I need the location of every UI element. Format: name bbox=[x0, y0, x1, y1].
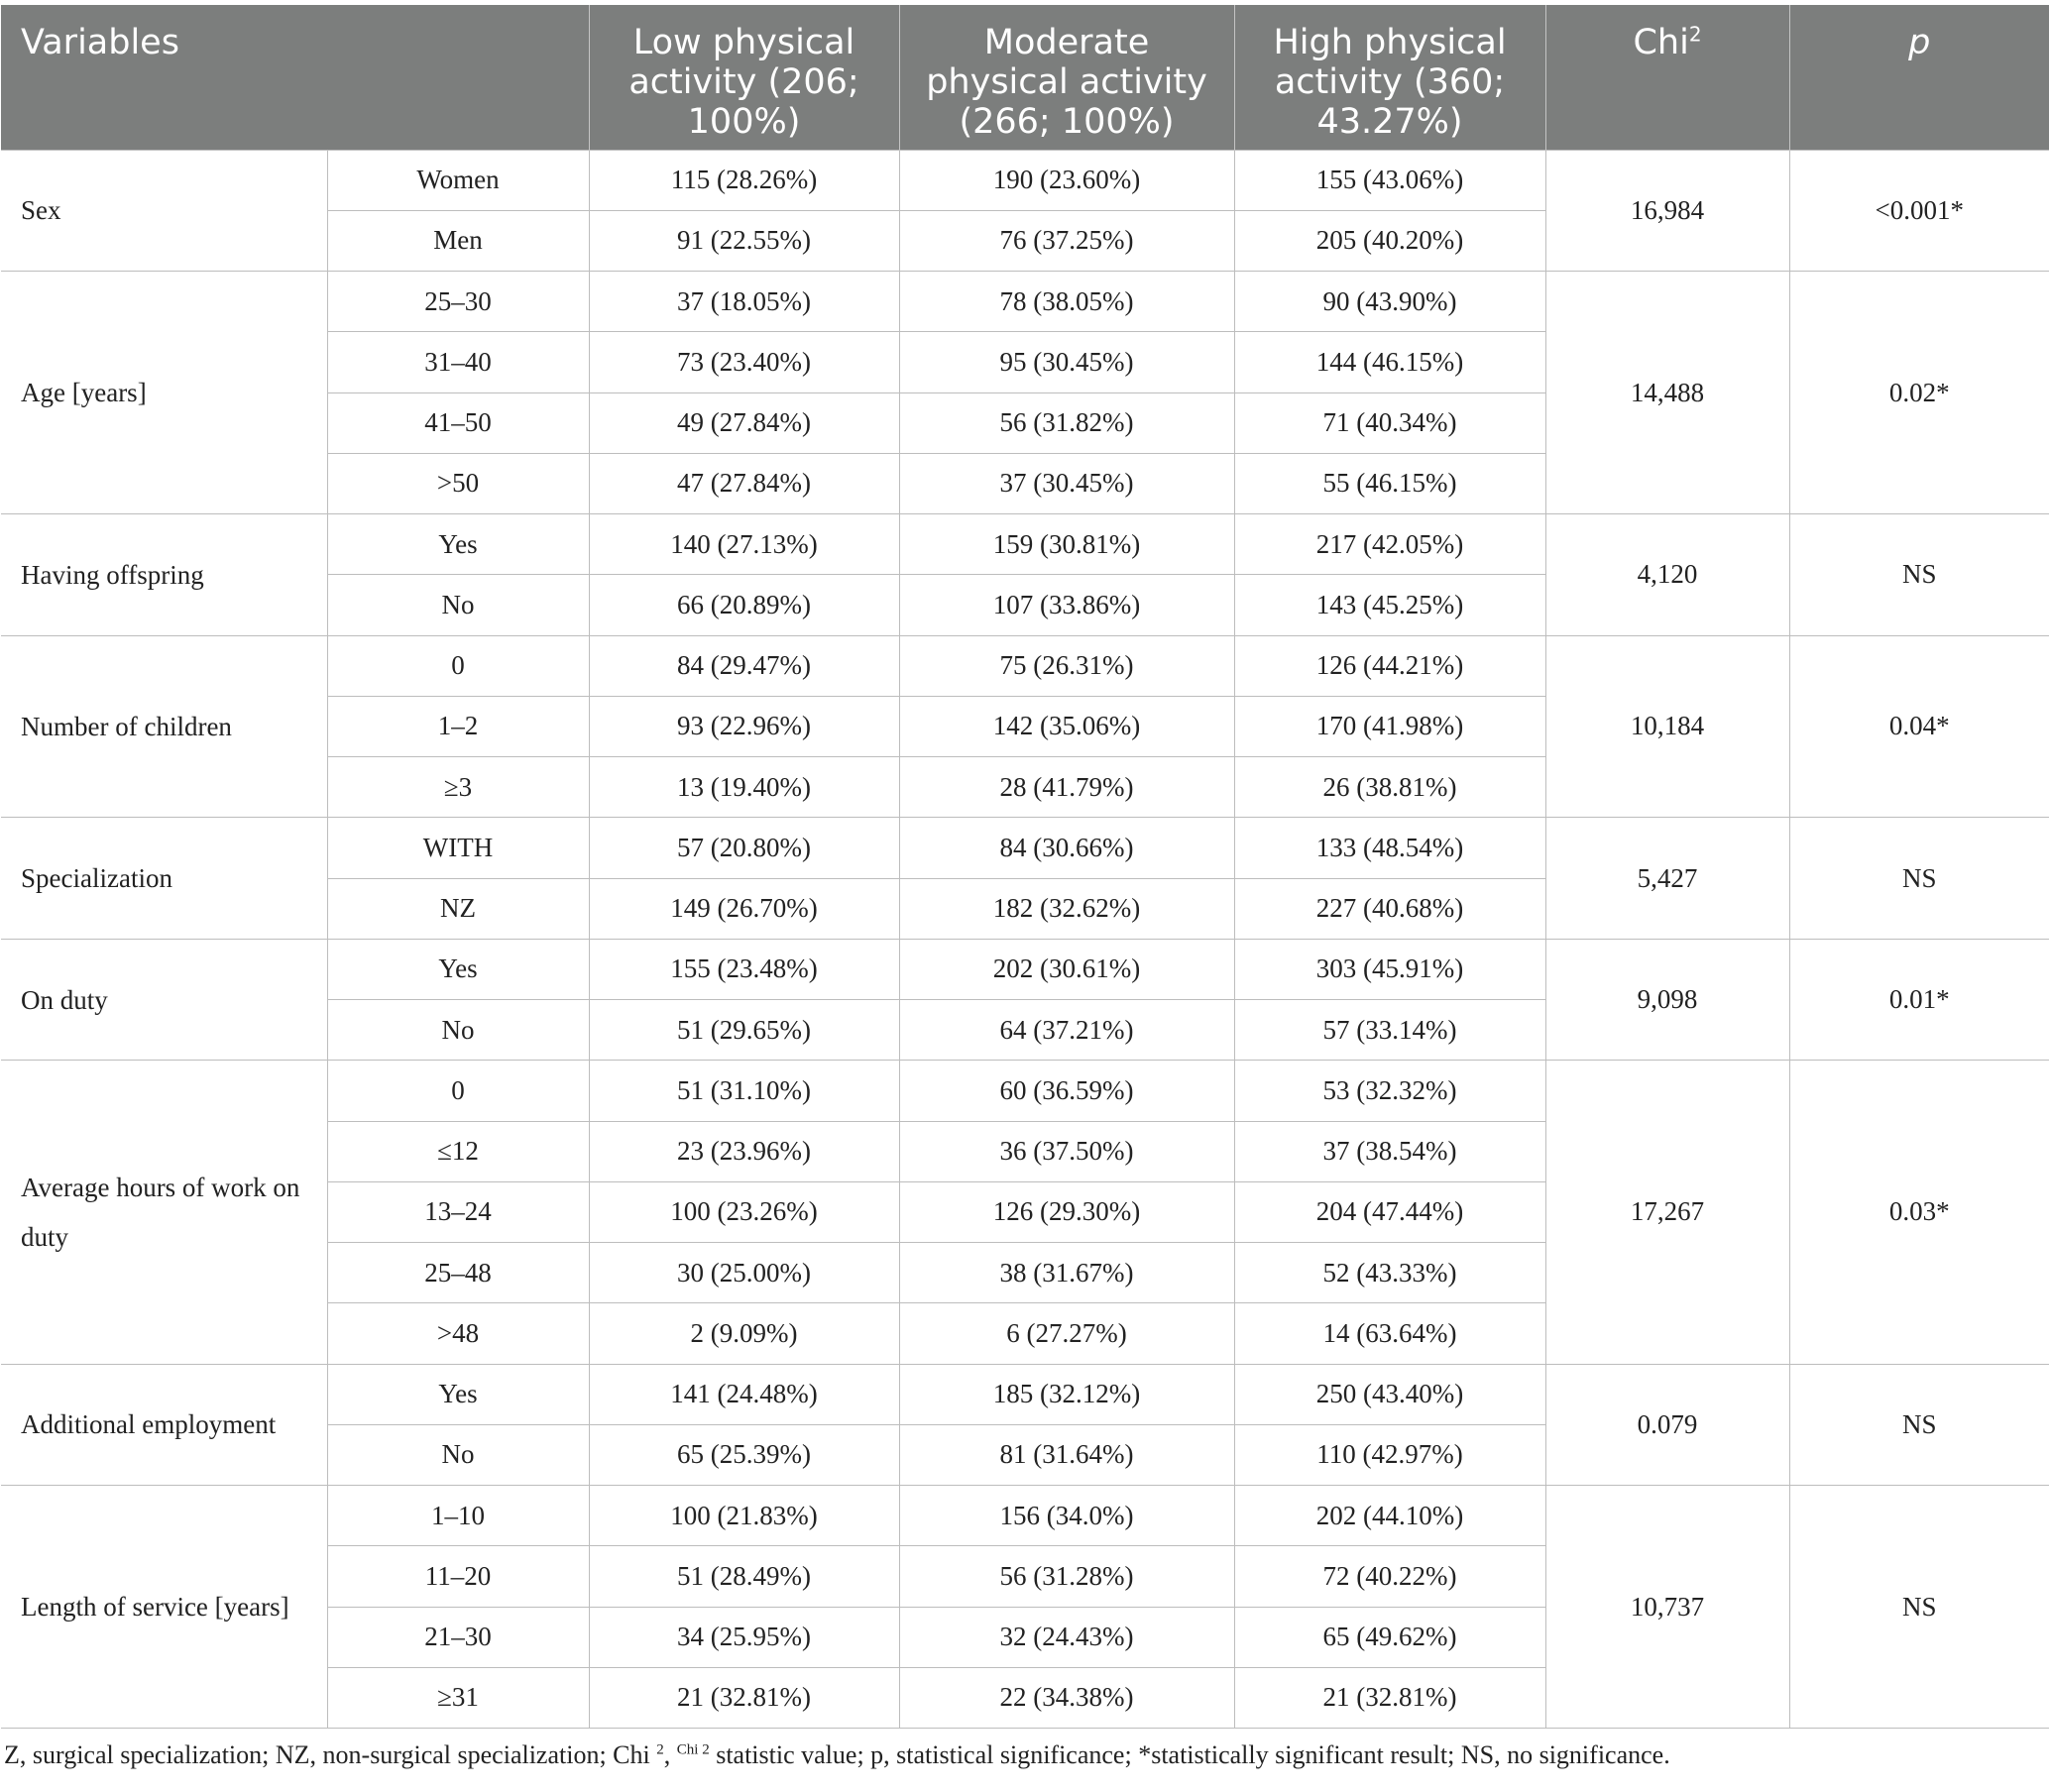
level-cell: >48 bbox=[327, 1303, 589, 1364]
high-activity-cell: 14 (63.64%) bbox=[1234, 1303, 1545, 1364]
moderate-activity-cell: 182 (32.62%) bbox=[899, 878, 1234, 939]
table-row bbox=[1, 1364, 2049, 1424]
high-activity-cell: 65 (49.62%) bbox=[1234, 1607, 1545, 1667]
level-cell: 25–30 bbox=[327, 272, 589, 332]
footnote-text-2: , bbox=[663, 1740, 677, 1769]
low-activity-cell: 30 (25.00%) bbox=[589, 1243, 899, 1303]
header-variables: Variables bbox=[1, 5, 589, 150]
level-cell: No bbox=[327, 1000, 589, 1061]
high-activity-cell: 144 (46.15%) bbox=[1234, 332, 1545, 392]
high-activity-cell: 143 (45.25%) bbox=[1234, 575, 1545, 635]
level-cell: 11–20 bbox=[327, 1546, 589, 1607]
level-cell: >50 bbox=[327, 453, 589, 513]
level-cell: 25–48 bbox=[327, 1243, 589, 1303]
moderate-activity-cell: 76 (37.25%) bbox=[899, 210, 1234, 271]
moderate-activity-cell: 107 (33.86%) bbox=[899, 575, 1234, 635]
high-activity-cell: 202 (44.10%) bbox=[1234, 1486, 1545, 1546]
moderate-activity-cell: 56 (31.82%) bbox=[899, 392, 1234, 453]
low-activity-cell: 141 (24.48%) bbox=[589, 1364, 899, 1424]
table-row bbox=[1, 635, 2049, 696]
header-p: p bbox=[1789, 5, 2049, 150]
level-cell: 0 bbox=[327, 635, 589, 696]
high-activity-cell: 57 (33.14%) bbox=[1234, 1000, 1545, 1061]
footnote-sup-2: Chi 2 bbox=[676, 1741, 710, 1758]
results-table bbox=[1, 5, 2049, 1729]
chi2-cell: 0.079 bbox=[1545, 1364, 1789, 1486]
moderate-activity-cell: 60 (36.59%) bbox=[899, 1061, 1234, 1121]
high-activity-cell: 110 (42.97%) bbox=[1234, 1424, 1545, 1485]
high-activity-cell: 170 (41.98%) bbox=[1234, 696, 1545, 756]
high-activity-cell: 227 (40.68%) bbox=[1234, 878, 1545, 939]
high-activity-cell: 303 (45.91%) bbox=[1234, 939, 1545, 999]
high-activity-cell: 90 (43.90%) bbox=[1234, 272, 1545, 332]
moderate-activity-cell: 202 (30.61%) bbox=[899, 939, 1234, 999]
variable-cell: Age [years] bbox=[1, 272, 327, 514]
level-cell: WITH bbox=[327, 818, 589, 878]
p-value-cell: NS bbox=[1789, 514, 2049, 636]
variable-cell: On duty bbox=[1, 939, 327, 1061]
low-activity-cell: 51 (31.10%) bbox=[589, 1061, 899, 1121]
high-activity-cell: 155 (43.06%) bbox=[1234, 150, 1545, 210]
moderate-activity-cell: 32 (24.43%) bbox=[899, 1607, 1234, 1667]
moderate-activity-cell: 95 (30.45%) bbox=[899, 332, 1234, 392]
moderate-activity-cell: 56 (31.28%) bbox=[899, 1546, 1234, 1607]
level-cell: NZ bbox=[327, 878, 589, 939]
low-activity-cell: 34 (25.95%) bbox=[589, 1607, 899, 1667]
header-chi-superscript: 2 bbox=[1688, 22, 1702, 47]
moderate-activity-cell: 185 (32.12%) bbox=[899, 1364, 1234, 1424]
chi2-cell: 5,427 bbox=[1545, 818, 1789, 940]
p-value-cell: NS bbox=[1789, 1486, 2049, 1729]
high-activity-cell: 204 (47.44%) bbox=[1234, 1181, 1545, 1242]
p-value-cell: NS bbox=[1789, 818, 2049, 940]
chi2-cell: 9,098 bbox=[1545, 939, 1789, 1061]
level-cell: 41–50 bbox=[327, 392, 589, 453]
table-row bbox=[1, 272, 2049, 332]
high-activity-cell: 205 (40.20%) bbox=[1234, 210, 1545, 271]
high-activity-cell: 37 (38.54%) bbox=[1234, 1121, 1545, 1181]
high-activity-cell: 53 (32.32%) bbox=[1234, 1061, 1545, 1121]
variable-cell: Specialization bbox=[1, 818, 327, 940]
moderate-activity-cell: 37 (30.45%) bbox=[899, 453, 1234, 513]
low-activity-cell: 93 (22.96%) bbox=[589, 696, 899, 756]
low-activity-cell: 84 (29.47%) bbox=[589, 635, 899, 696]
moderate-activity-cell: 75 (26.31%) bbox=[899, 635, 1234, 696]
high-activity-cell: 72 (40.22%) bbox=[1234, 1546, 1545, 1607]
variable-cell: Additional employment bbox=[1, 1364, 327, 1486]
low-activity-cell: 115 (28.26%) bbox=[589, 150, 899, 210]
low-activity-cell: 47 (27.84%) bbox=[589, 453, 899, 513]
high-activity-cell: 26 (38.81%) bbox=[1234, 757, 1545, 818]
footnote-text-3: statistic value; p, statistical significance; *statistically significant result; NS, no significance. bbox=[709, 1740, 1670, 1769]
moderate-activity-cell: 38 (31.67%) bbox=[899, 1243, 1234, 1303]
chi2-cell: 4,120 bbox=[1545, 514, 1789, 636]
low-activity-cell: 51 (29.65%) bbox=[589, 1000, 899, 1061]
high-activity-cell: 55 (46.15%) bbox=[1234, 453, 1545, 513]
chi2-cell: 14,488 bbox=[1545, 272, 1789, 514]
chi2-cell: 10,737 bbox=[1545, 1486, 1789, 1729]
moderate-activity-cell: 64 (37.21%) bbox=[899, 1000, 1234, 1061]
high-activity-cell: 133 (48.54%) bbox=[1234, 818, 1545, 878]
level-cell: 1–2 bbox=[327, 696, 589, 756]
low-activity-cell: 49 (27.84%) bbox=[589, 392, 899, 453]
low-activity-cell: 66 (20.89%) bbox=[589, 575, 899, 635]
level-cell: Yes bbox=[327, 514, 589, 575]
moderate-activity-cell: 126 (29.30%) bbox=[899, 1181, 1234, 1242]
level-cell: No bbox=[327, 1424, 589, 1485]
moderate-activity-cell: 81 (31.64%) bbox=[899, 1424, 1234, 1485]
chi2-cell: 10,184 bbox=[1545, 635, 1789, 818]
variable-cell: Average hours of work on duty bbox=[1, 1061, 327, 1364]
footnote-text-1: Z, surgical specialization; NZ, non-surgical specialization; Chi bbox=[4, 1740, 657, 1769]
low-activity-cell: 73 (23.40%) bbox=[589, 332, 899, 392]
level-cell: ≤12 bbox=[327, 1121, 589, 1181]
header-chi2 bbox=[1545, 5, 1789, 150]
low-activity-cell: 51 (28.49%) bbox=[589, 1546, 899, 1607]
header-chi-label: Chi bbox=[1633, 23, 1689, 62]
moderate-activity-cell: 190 (23.60%) bbox=[899, 150, 1234, 210]
table-row bbox=[1, 514, 2049, 575]
level-cell: Women bbox=[327, 150, 589, 210]
low-activity-cell: 155 (23.48%) bbox=[589, 939, 899, 999]
moderate-activity-cell: 36 (37.50%) bbox=[899, 1121, 1234, 1181]
level-cell: 0 bbox=[327, 1061, 589, 1121]
p-value-cell: 0.02* bbox=[1789, 272, 2049, 514]
level-cell: 31–40 bbox=[327, 332, 589, 392]
high-activity-cell: 217 (42.05%) bbox=[1234, 514, 1545, 575]
chi2-cell: 17,267 bbox=[1545, 1061, 1789, 1364]
header-moderate-activity: Moderate physical activity (266; 100%) bbox=[899, 5, 1234, 150]
table-footnote bbox=[4, 1740, 2050, 1770]
header-high-activity: High physical activity (360; 43.27%) bbox=[1234, 5, 1545, 150]
level-cell: 21–30 bbox=[327, 1607, 589, 1667]
low-activity-cell: 2 (9.09%) bbox=[589, 1303, 899, 1364]
moderate-activity-cell: 159 (30.81%) bbox=[899, 514, 1234, 575]
level-cell: 1–10 bbox=[327, 1486, 589, 1546]
table-row bbox=[1, 939, 2049, 999]
level-cell: ≥31 bbox=[327, 1667, 589, 1728]
chi2-cell: 16,984 bbox=[1545, 150, 1789, 272]
moderate-activity-cell: 22 (34.38%) bbox=[899, 1667, 1234, 1728]
low-activity-cell: 100 (21.83%) bbox=[589, 1486, 899, 1546]
table-body bbox=[1, 150, 2049, 1729]
low-activity-cell: 23 (23.96%) bbox=[589, 1121, 899, 1181]
level-cell: 13–24 bbox=[327, 1181, 589, 1242]
low-activity-cell: 37 (18.05%) bbox=[589, 272, 899, 332]
p-value-cell: <0.001* bbox=[1789, 150, 2049, 272]
high-activity-cell: 126 (44.21%) bbox=[1234, 635, 1545, 696]
low-activity-cell: 13 (19.40%) bbox=[589, 757, 899, 818]
variable-cell: Having offspring bbox=[1, 514, 327, 636]
high-activity-cell: 250 (43.40%) bbox=[1234, 1364, 1545, 1424]
p-value-cell: 0.03* bbox=[1789, 1061, 2049, 1364]
moderate-activity-cell: 28 (41.79%) bbox=[899, 757, 1234, 818]
low-activity-cell: 91 (22.55%) bbox=[589, 210, 899, 271]
low-activity-cell: 57 (20.80%) bbox=[589, 818, 899, 878]
high-activity-cell: 52 (43.33%) bbox=[1234, 1243, 1545, 1303]
high-activity-cell: 71 (40.34%) bbox=[1234, 392, 1545, 453]
low-activity-cell: 100 (23.26%) bbox=[589, 1181, 899, 1242]
level-cell: Men bbox=[327, 210, 589, 271]
table-header bbox=[1, 5, 2049, 150]
low-activity-cell: 149 (26.70%) bbox=[589, 878, 899, 939]
level-cell: Yes bbox=[327, 939, 589, 999]
variable-cell: Length of service [years] bbox=[1, 1486, 327, 1729]
level-cell: ≥3 bbox=[327, 757, 589, 818]
table-row bbox=[1, 818, 2049, 878]
footnote-sup-1: 2 bbox=[656, 1741, 664, 1758]
table-row bbox=[1, 1486, 2049, 1546]
moderate-activity-cell: 84 (30.66%) bbox=[899, 818, 1234, 878]
level-cell: Yes bbox=[327, 1364, 589, 1424]
table-row bbox=[1, 1061, 2049, 1121]
low-activity-cell: 21 (32.81%) bbox=[589, 1667, 899, 1728]
p-value-cell: 0.04* bbox=[1789, 635, 2049, 818]
moderate-activity-cell: 156 (34.0%) bbox=[899, 1486, 1234, 1546]
p-value-cell: NS bbox=[1789, 1364, 2049, 1486]
moderate-activity-cell: 78 (38.05%) bbox=[899, 272, 1234, 332]
header-low-activity: Low physical activity (206; 100%) bbox=[589, 5, 899, 150]
p-value-cell: 0.01* bbox=[1789, 939, 2049, 1061]
level-cell: No bbox=[327, 575, 589, 635]
table-row bbox=[1, 150, 2049, 210]
high-activity-cell: 21 (32.81%) bbox=[1234, 1667, 1545, 1728]
variable-cell: Number of children bbox=[1, 635, 327, 818]
moderate-activity-cell: 6 (27.27%) bbox=[899, 1303, 1234, 1364]
low-activity-cell: 140 (27.13%) bbox=[589, 514, 899, 575]
variable-cell: Sex bbox=[1, 150, 327, 272]
moderate-activity-cell: 142 (35.06%) bbox=[899, 696, 1234, 756]
low-activity-cell: 65 (25.39%) bbox=[589, 1424, 899, 1485]
